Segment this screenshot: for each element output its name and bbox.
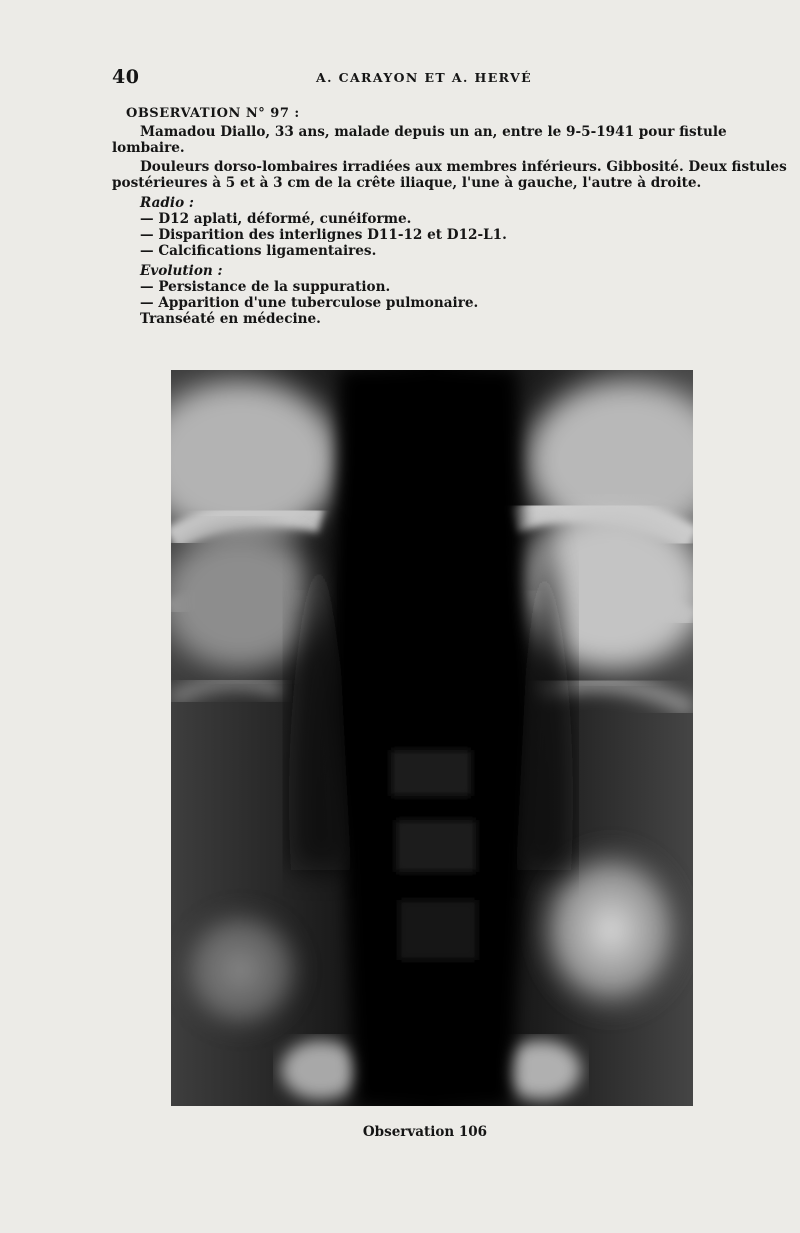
running-head: A. CARAYON ET A. HERVÉ: [316, 70, 532, 85]
observation-text: [112, 106, 787, 327]
figure-caption: Observation 106: [362, 1124, 488, 1140]
page-number: 40: [112, 66, 140, 88]
evolution-item-1: — Persistance de la suppuration.: [140, 279, 391, 295]
radio-item-2: — Disparition des interlignes D11-12 et D12-L1.: [140, 227, 507, 243]
symptoms-line-2: postérieures à 5 et à 3 cm de la crête iliaque, l'une à gauche, l'autre à droite.: [112, 175, 702, 191]
radio-item-1: — D12 aplati, déformé, cunéiforme.: [140, 211, 412, 227]
conclusion-line: Transéaté en médecine.: [140, 311, 321, 327]
intro-line-2: lombaire.: [112, 140, 185, 156]
xray-image: [171, 370, 693, 1106]
radio-label: Radio :: [140, 195, 194, 211]
observation-heading: OBSERVATION N° 97 :: [126, 106, 300, 121]
intro-line-1: Mamadou Diallo, 33 ans, malade depuis un an, entre le 9-5-1941 pour fistule: [140, 124, 727, 140]
evolution-label: Evolution :: [140, 263, 223, 279]
evolution-item-2: — Apparition d'une tuberculose pulmonaire.: [140, 295, 479, 311]
symptoms-line-1: Douleurs dorso-lombaires irradiées aux membres inférieurs. Gibbosité. Deux fistules: [140, 159, 787, 175]
radio-item-3: — Calcifications ligamentaires.: [140, 243, 377, 259]
